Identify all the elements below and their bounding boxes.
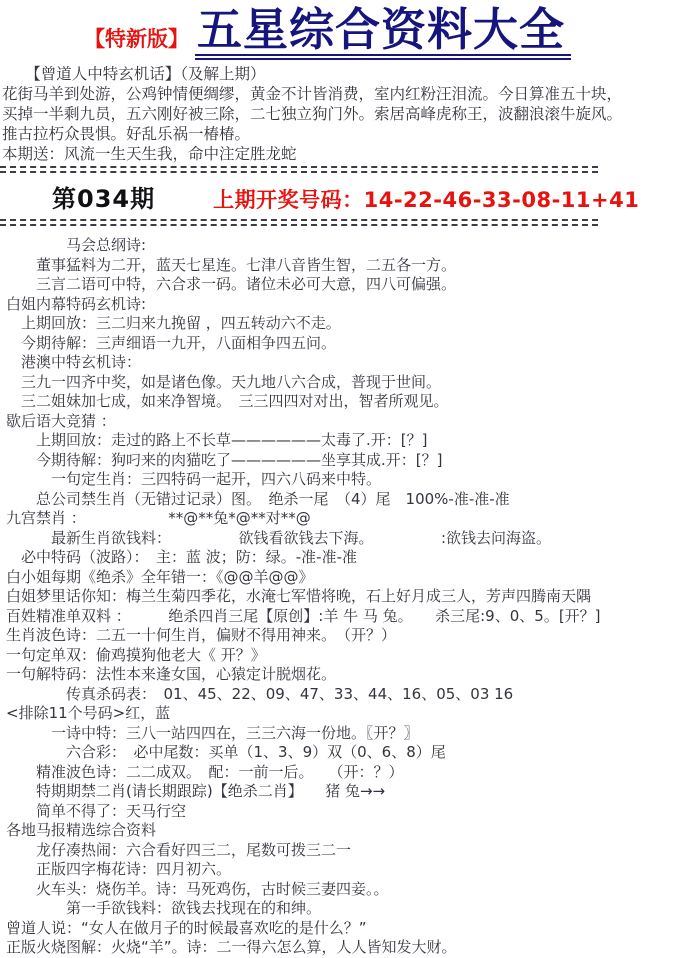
text-line: 董事猛料为二开，蓝天七星连。七津八音皆生智，二五各一方。 <box>6 255 457 274</box>
text-line: 正版四字梅花诗：四月初六。 <box>6 860 232 879</box>
text-line: 六合彩： 必中尾数：买单（1、3、9）双（0、6、8）尾 <box>6 743 446 762</box>
text-line: 三九一四齐中奖，如是诸色像。天九地八六合成，普现于世间。 <box>6 372 442 391</box>
text-line: 百姓精准单双料 ： 绝杀四肖三尾【原创】:羊 牛 马 兔。 杀三尾:9、0、5。[开？] <box>6 606 601 625</box>
page-title: 五星综合资料大全 <box>195 6 571 60</box>
masthead <box>0 0 675 60</box>
text-line: 生肖波色诗：二五一十何生肖，偏财不得用神来。 （开？） <box>6 626 397 645</box>
text-line: 最新生肖欲钱料： 欲钱看欲钱去下海。 :欲钱去问海盗。 <box>6 528 552 547</box>
text-line: 上期回放：走过的路上不长草——————太毒了.开：[？] <box>6 431 428 450</box>
text-line: 白姐内幕特码玄机诗: <box>6 294 147 313</box>
text-line: 本期送：风流一生天生我，命中注定胜龙蛇 <box>2 145 297 164</box>
text-line: 九宫禁肖 ： **@**兔*@**对**@ <box>6 509 311 528</box>
text-line: 今期待解：三声细语一九开，八面相争四五问。 <box>6 333 337 352</box>
text-line: 花街马羊到处游，公鸡钟情便绸缪，黄金不计皆消费，室内红粉汪泪流。今日算准五十块， <box>2 85 623 104</box>
text-line: 一句定生肖：三四特码一起开，四六八码来中特。 <box>6 470 382 489</box>
text-line: 歇后语大竞猜 ： <box>6 411 116 430</box>
separator-line-top <box>0 166 598 173</box>
text-line: 特期期禁二肖(请长期跟踪)【绝杀二肖】 猪 兔→→ <box>6 782 386 801</box>
text-line: 白小姐每期《绝杀》全年错一：《@@羊@@》 <box>6 567 314 586</box>
text-line: 曾道人说：“女人在做月子的时候最喜欢吃的是什么？” <box>6 918 367 937</box>
edition-badge: 【特新版】 <box>84 27 189 52</box>
text-line: 港澳中特玄机诗： <box>6 353 142 372</box>
issue-row <box>0 175 675 217</box>
intro-block <box>0 60 675 164</box>
text-line: 一句定单双：偷鸡摸狗他老大《 开？》 <box>6 645 266 664</box>
last-draw-numbers: 上期开奖号码：14-22-46-33-08-11+41 <box>213 188 640 213</box>
text-line: 传真杀码表： 01、45、22、09、47、33、44、16、05、03 16 <box>6 684 514 703</box>
text-line: 简单不得了：天马行空 <box>6 801 187 820</box>
text-line: 一句解特码：法性本来逢女国，心猿定计脱烟花。 <box>6 665 337 684</box>
separator-line-bottom <box>0 219 598 226</box>
text-line: 正版火烧图解：火烧“羊”。诗：二一得六怎么算，人人皆知发大财。 <box>6 938 457 957</box>
text-line: 必中特码（波路）： 主：蓝 波；防：绿。-准-准-准 <box>6 548 358 567</box>
text-line: 买掉一半剩九员，五六刚好被三除，二七独立狗门外。索居高峰虎称王，波翻浪滚牛旋风。 <box>2 105 623 124</box>
text-line: 龙仔凑热闹：六合看好四三二，尾数可拨三二一 <box>6 840 352 859</box>
text-line: 马会总纲诗: <box>6 236 147 255</box>
text-line: <排除11个号码>红，蓝 <box>6 704 171 723</box>
text-line: 今期待解：狗叼来的肉猫吃了——————坐享其成.开：[？] <box>6 450 443 469</box>
text-line: 精准波色诗：二二成双。 配：一前一后。 （开：？） <box>6 762 404 781</box>
content-lines <box>0 228 675 958</box>
text-line: 火车头：烧伤羊。诗：马死鸡伤，古时候三妻四妾。。 <box>6 879 389 898</box>
text-line: 推古拉朽众畏惧。好乱乐祸一椿椿。 <box>2 125 251 144</box>
text-line: 总公司禁生肖（无错过记录）图。 绝杀一尾 （4）尾 100%-准-准-准 <box>6 489 510 508</box>
issue-number: 第034期 <box>52 185 156 214</box>
text-line: 三言二语可中特，六合求一码。诸位未必可大意，四八可偏强。 <box>6 275 457 294</box>
text-line: 上期回放：三二归来九挽留 ，四五转动六不走。 <box>6 314 341 333</box>
text-line: 白姐梦里话你知：梅兰生菊四季花，水淹七军惜将晚，石上好月成三人，芳声四腾南天隅 <box>6 587 592 606</box>
text-line: 三二姐妹加七成，如来净智境。 三三四四对对出，智者所观见。 <box>6 392 449 411</box>
text-line: 第一手欲钱料：欲钱去找现在的和绅。 <box>6 899 322 918</box>
text-line: 【曾道人中特玄机话】（及解上期） <box>2 65 266 84</box>
text-line: 各地马报精选综合资料 <box>6 821 157 840</box>
text-line: 一诗中特：三八一站四四在，三三六海一份地。〖开？〗 <box>6 723 419 742</box>
